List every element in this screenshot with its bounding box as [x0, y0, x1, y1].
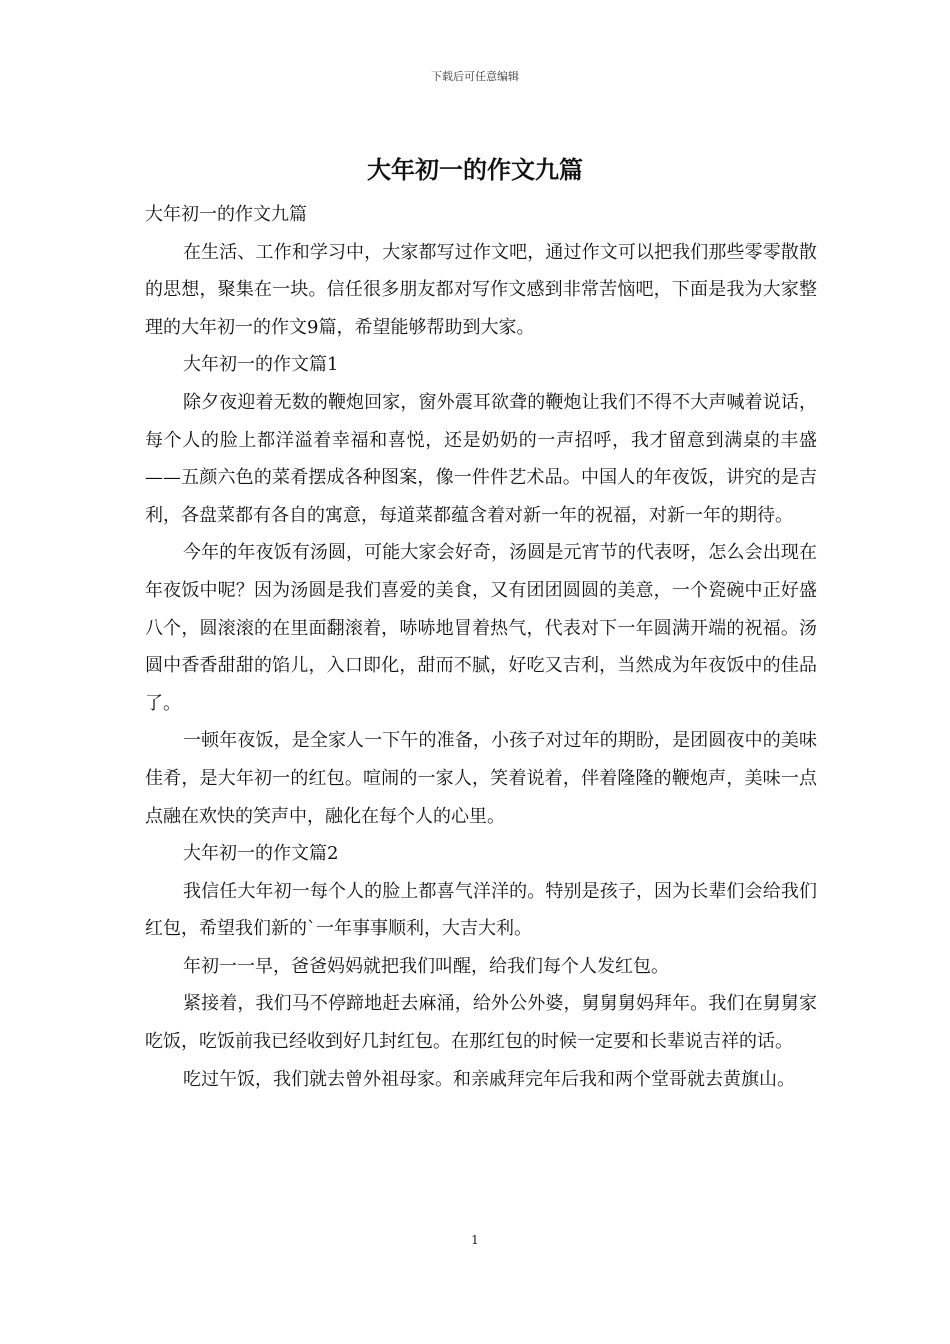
document-body	[145, 196, 817, 1098]
paragraph: 今年的年夜饭有汤圆，可能大家会好奇，汤圆是元宵节的代表呀，怎么会出现在年夜饭中呢？因为汤圆是我们喜爱的美食，又有团团圆圆的美意，一个瓷碗中正好盛八个，圆滚滚的在里面翻滚着，哧哧地冒着热气，代表对下一年圆满开端的祝福。汤圆中香香甜甜的馅儿，入口即化，甜而不腻，好吃又吉利，当然成为年夜饭中的佳品了。	[145, 542, 817, 714]
document-title: 大年初一的作文九篇	[367, 155, 583, 184]
header-note: 下载后可任意编辑	[431, 70, 519, 83]
paragraph: 年初一一早，爸爸妈妈就把我们叫醒，给我们每个人发红包。	[183, 955, 669, 977]
paragraph: 我信任大年初一每个人的脸上都喜气洋洋的。特别是孩子，因为长辈们会给我们红包，希望我们新的`一年事事顺利，大吉大利。	[145, 880, 817, 940]
paragraph: 在生活、工作和学习中，大家都写过作文吧，通过作文可以把我们那些零零散散的思想，聚集在一块。信任很多朋友都对写作文感到非常苦恼吧，下面是我为大家整理的大年初一的作文9篇，希望能够帮助到大家。	[145, 241, 817, 338]
section-heading: 大年初一的作文篇2	[183, 843, 339, 865]
paragraph: 除夕夜迎着无数的鞭炮回家，窗外震耳欲聋的鞭炮让我们不得不大声喊着说话，每个人的脸上都洋溢着幸福和喜悦，还是奶奶的一声招呼，我才留意到满桌的丰盛——五颜六色的菜肴摆成各种图案，像一件件艺术品。中国人的年夜饭，讲究的是吉利，各盘菜都有各自的寓意，每道菜都蕴含着对新一年的祝福，对新一年的期待。	[145, 391, 817, 526]
paragraph: 一顿年夜饭，是全家人一下午的准备，小孩子对过年的期盼，是团圆夜中的美味佳肴，是大年初一的红包。喧闹的一家人，笑着说着，伴着隆隆的鞭炮声，美味一点点融在欢快的笑声中，融化在每个人的心里。	[145, 730, 817, 827]
paragraph: 吃过午饭，我们就去曾外祖母家。和亲戚拜完年后我和两个堂哥就去黄旗山。	[183, 1068, 795, 1090]
page-number: 1	[471, 1233, 479, 1247]
paragraph: 紧接着，我们马不停蹄地赶去麻涌，给外公外婆，舅舅舅妈拜年。我们在舅舅家吃饭，吃饭前我已经收到好几封红包。在那红包的时候一定要和长辈说吉祥的话。	[145, 993, 817, 1053]
paragraph: 大年初一的作文九篇	[145, 204, 307, 225]
section-heading: 大年初一的作文篇1	[183, 354, 339, 376]
